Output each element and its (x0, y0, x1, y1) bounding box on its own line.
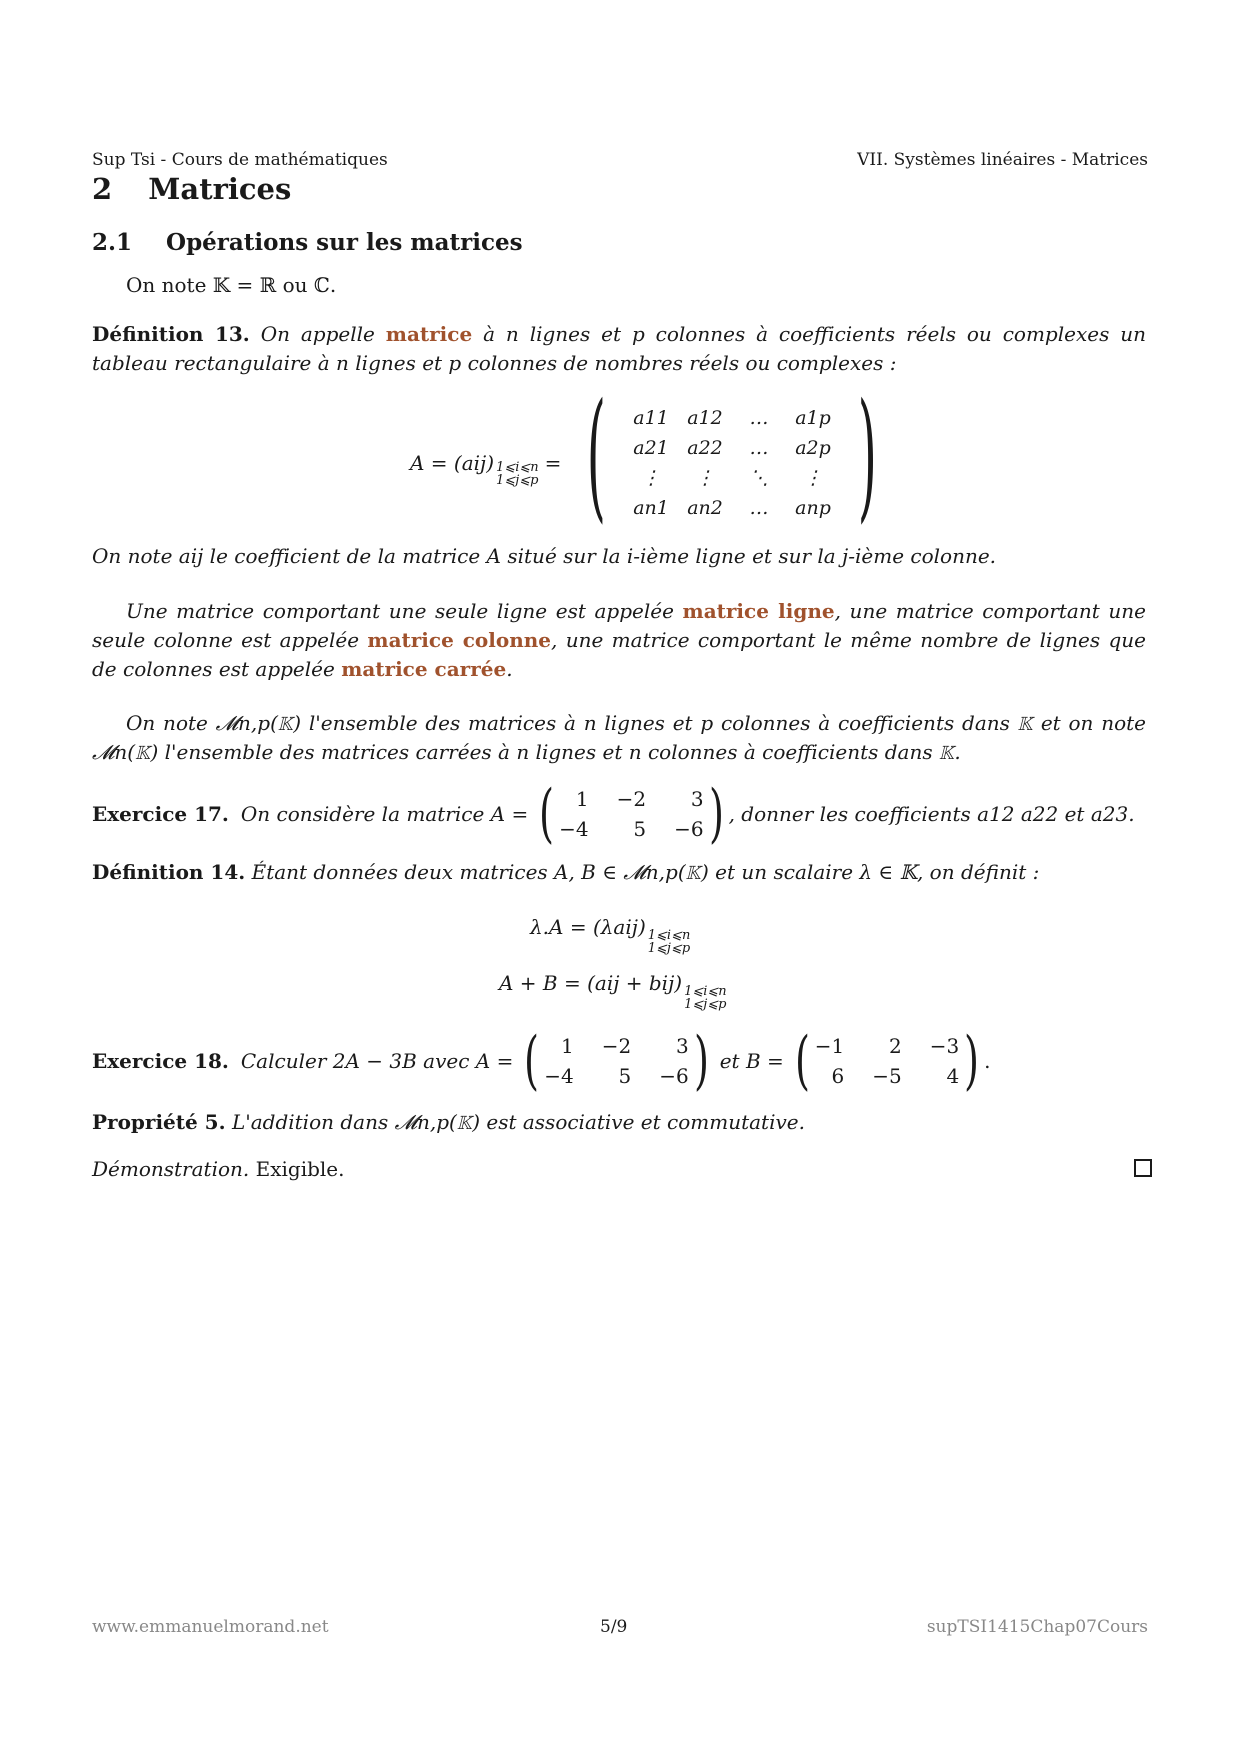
matrix-entry: 6 (831, 1064, 845, 1088)
matrix-entry: an1 (633, 497, 669, 519)
def14-formula-1 (530, 915, 690, 955)
formula-scalar: λ.A = (λaij) (530, 915, 646, 939)
ex18-label: Exercice 18. (92, 1049, 229, 1073)
property-5 (92, 1108, 1146, 1137)
formula-equals: = (544, 451, 562, 475)
ex18-b-right-paren: ) (964, 1024, 980, 1098)
ex18-text-c: . (984, 1049, 991, 1073)
section-title: Matrices (148, 172, 292, 206)
ex17-left-paren: ( (539, 777, 555, 851)
exercise-18 (92, 1024, 991, 1098)
matrix-types-paragraph (92, 597, 1146, 684)
matrix-entry: a12 (687, 407, 723, 429)
matrix-entry: ⋮ (695, 467, 715, 489)
keyword-matrice-carree: matrice carrée (341, 657, 507, 681)
ex18-matrix-a (544, 1034, 688, 1088)
matrix-entry: ⋮ (803, 467, 823, 489)
exercise-17 (92, 777, 1135, 851)
matrix-entry: a2p (795, 437, 831, 459)
keyword-matrice-colonne: matrice colonne (367, 628, 552, 652)
matrix-entry: 3 (676, 1034, 689, 1058)
definition-14 (92, 858, 1146, 887)
ex18-a-right-paren: ) (693, 1024, 709, 1098)
types-text-3: , une matrice comportant le même nombre de lignes que de colonnes est appelée (92, 628, 1147, 681)
matrix-entry: −1 (814, 1034, 845, 1058)
def13-text-b: à n lignes et p colonnes à coefficients réels ou complexes un tableau rectangulaire à n lignes et p colonnes de nombres réels ou complexes : (92, 322, 1146, 375)
def14-label: Définition 14. (92, 860, 246, 884)
formula-sub1: 1⩽i⩽n (496, 460, 539, 475)
proof (92, 1155, 1146, 1184)
formula-scalar-subs (648, 929, 691, 955)
definition-13 (92, 320, 1146, 378)
sum-sub1: 1⩽i⩽n (684, 984, 727, 999)
matrix-entry: 2 (888, 1034, 902, 1058)
matrix-entry: 5 (618, 1064, 632, 1088)
matrix-entry: 1 (575, 787, 589, 811)
ex17-label: Exercice 17. (92, 802, 229, 826)
matrix-entry: ⋱ (749, 467, 769, 489)
proof-label: Démonstration. (92, 1157, 250, 1181)
qed-square-icon (1134, 1159, 1152, 1177)
def13-keyword: matrice (385, 322, 473, 346)
matrix-entry: −2 (601, 1034, 632, 1058)
prop5-text: L'addition dans 𝓜n,p(𝕂) est associative et commutative. (231, 1110, 805, 1134)
section-number: 2 (92, 172, 113, 206)
ex18-matrix-b (815, 1034, 959, 1088)
formula-sum: A + B = (aij + bij) (499, 971, 683, 995)
types-text-4: . (506, 657, 513, 681)
matrix-entry: … (749, 437, 769, 459)
matrix-entry: ⋮ (641, 467, 661, 489)
matrix-entry: −6 (659, 1064, 689, 1088)
subsection-title: Opérations sur les matrices (166, 229, 523, 256)
ex18-b-left-paren: ( (794, 1024, 810, 1098)
matrix-entry: anp (795, 497, 831, 519)
big-matrix (624, 406, 840, 520)
matrix-entry: −4 (559, 817, 589, 841)
prop5-label: Propriété 5. (92, 1110, 226, 1134)
formula-sum-subs (684, 985, 727, 1011)
def13-text-a: On appelle (260, 322, 375, 346)
ex17-text-b: , donner les coefficients a12 a22 et a23. (728, 802, 1135, 826)
matrix-entry: −3 (929, 1034, 960, 1058)
matrix-entry: −4 (544, 1064, 574, 1088)
footer-website: www.emmanuelmorand.net (92, 1617, 329, 1637)
ex17-text-a: On considère la matrice A = (240, 802, 529, 826)
types-text-1: Une matrice comportant une seule ligne est appelée (126, 599, 674, 623)
sets-paragraph: On note 𝓜n,p(𝕂) l'ensemble des matrices à n lignes et p colonnes à coefficients dans 𝕂 et on note 𝓜n(𝕂) l'ensemble des matrices carrées à n lignes et n colonnes à coefficients dans 𝕂. (92, 711, 1146, 764)
matrix-entry: −2 (616, 787, 647, 811)
matrix-entry: 1 (561, 1034, 574, 1058)
intro-text: On note 𝕂 = ℝ ou ℂ. (126, 273, 337, 297)
running-header-left: Sup Tsi - Cours de mathématiques (92, 150, 388, 170)
footer-document-id: supTSI1415Chap07Cours (926, 1617, 1148, 1637)
def13-note: On note aij le coefficient de la matrice A situé sur la i-ième ligne et sur la j-ième colonne. (92, 544, 997, 568)
left-paren: ( (587, 374, 607, 537)
scalar-sub1: 1⩽i⩽n (647, 928, 691, 943)
matrix-entry: … (749, 497, 769, 519)
keyword-matrice-ligne: matrice ligne (682, 599, 835, 623)
matrix-entry: … (749, 407, 769, 429)
formula-sub2: 1⩽j⩽p (496, 473, 539, 488)
proof-text: Exigible. (255, 1157, 345, 1181)
def14-text: Étant données deux matrices A, B ∈ 𝓜n,p(𝕂) et un scalaire λ ∈ 𝕂, on définit : (251, 860, 1040, 884)
ex17-matrix (559, 787, 703, 841)
formula-subscripts (496, 461, 539, 487)
matrix-entry: 3 (690, 787, 704, 811)
matrix-entry: a1p (795, 407, 831, 429)
matrix-entry: −6 (674, 817, 704, 841)
matrix-entry: a21 (633, 437, 669, 459)
ex17-right-paren: ) (708, 777, 724, 851)
def14-formula-2 (499, 971, 727, 1011)
matrix-entry: −5 (872, 1064, 902, 1088)
types-text-2: , une matrice comportant une seule colonne est appelée (92, 599, 1146, 652)
matrix-entry: 4 (946, 1064, 960, 1088)
matrix-entry: an2 (687, 497, 723, 519)
ex18-a-left-paren: ( (524, 1024, 540, 1098)
matrix-entry: a22 (687, 437, 723, 459)
scalar-sub2: 1⩽j⩽p (647, 941, 691, 956)
formula-lhs: A = (aij) (410, 451, 495, 475)
matrix-entry: 5 (633, 817, 647, 841)
footer-page-number: 5/9 (600, 1617, 628, 1637)
sum-sub2: 1⩽j⩽p (684, 997, 727, 1012)
ex18-text-b: et B = (719, 1049, 784, 1073)
subsection-number: 2.1 (92, 229, 133, 256)
right-paren: ) (857, 374, 877, 537)
matrix-entry: a11 (633, 407, 669, 429)
subsection-heading (92, 229, 523, 256)
running-header-right: VII. Systèmes linéaires - Matrices (857, 150, 1148, 170)
ex18-text-a: Calculer 2A − 3B avec A = (240, 1049, 514, 1073)
def13-label: Définition 13. (92, 322, 250, 346)
section-heading (92, 172, 291, 206)
def13-formula (410, 374, 895, 537)
